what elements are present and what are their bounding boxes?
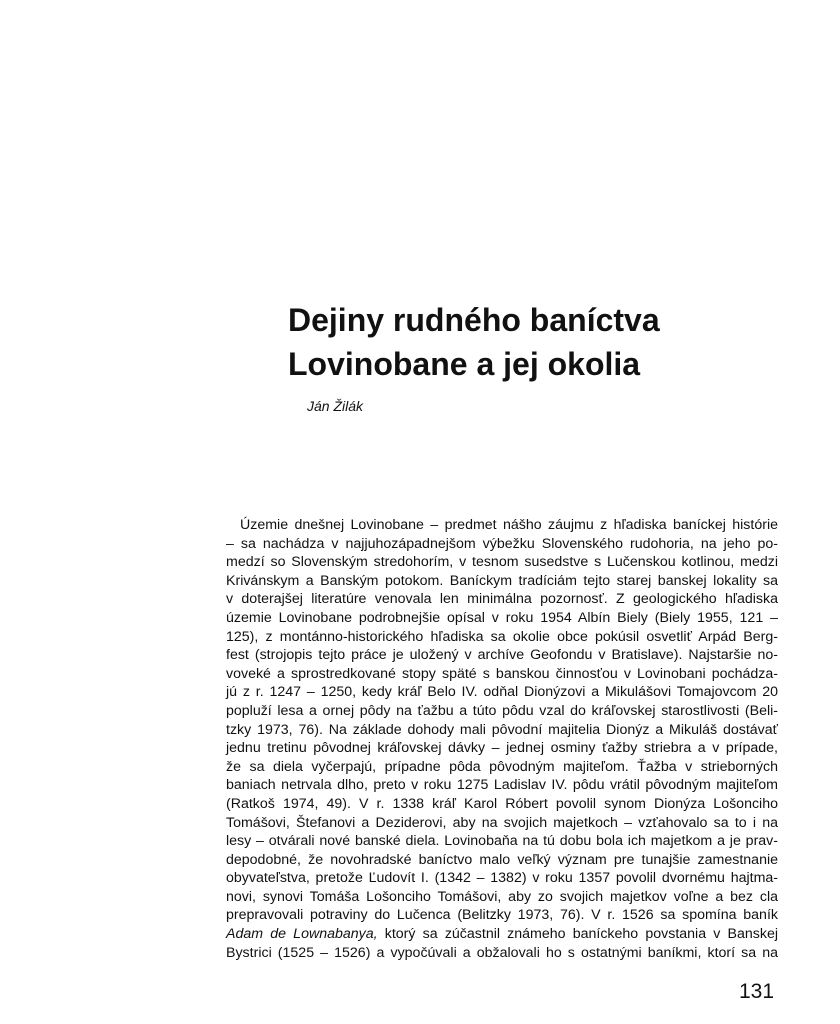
body-line: Tomášovi, Štefanovi a Deziderovi, aby na svojich majetkoch – vzťahovalo sa to i na bbox=[226, 814, 778, 831]
page-number: 131 bbox=[739, 980, 775, 1003]
body-line: baniach netrvala dlho, preto v roku 1275 Ladislav IV. pôdu vrátil pôvodným majiteľom bbox=[226, 777, 778, 794]
body-line-with-italic bbox=[226, 925, 778, 944]
body-line: v doterajšej literatúre venovala len minimálna pozornosť. Z geologického hľadiska bbox=[226, 591, 778, 608]
body-line: územie Lovinobane podrobnejšie opísal v roku 1954 Albín Biely (Biely 1955, 121 – bbox=[226, 609, 778, 626]
body-line: jú z r. 1247 – 1250, kedy kráľ Belo IV. odňal Dionýzovi a Mikulášovi Tomajovcom 20 bbox=[226, 684, 778, 701]
body-line: fest (strojopis tejto práce je uložený v archíve Geofondu v Bratislave). Najstaršie no- bbox=[226, 647, 778, 664]
body-line: že sa diela vyčerpajú, prípadne pôda pôvodným majiteľom. Ťažba v strieborných bbox=[226, 758, 778, 775]
author-name: Ján Žilák bbox=[307, 398, 364, 414]
body-line: Krivánskym a Banským potokom. Baníckym tradíciám tejto starej banskej lokality sa bbox=[226, 572, 778, 589]
title-line-1: Dejiny rudného baníctva bbox=[288, 302, 660, 338]
body-line: novi, synovi Tomáša Lošonciho Tomášovi, aby zo svojich majetkov voľne a bez cla bbox=[226, 888, 778, 905]
body-line: prepravovali potraviny do Lučenca (Belitzky 1973, 76). V r. 1526 sa spomína baník bbox=[226, 907, 778, 924]
body-line: 125), z montánno-historického hľadiska sa okolie obce pokúsil osvetliť Arpád Berg- bbox=[226, 628, 778, 645]
article-title bbox=[288, 298, 660, 386]
body-line: (Ratkoš 1974, 49). V r. 1338 kráľ Karol Róbert povolil synom Dionýza Lošonciho bbox=[226, 795, 778, 812]
body-line: jednu tretinu pôvodnej kráľovskej dávky – jednej osminy ťažby striebra a v prípade, bbox=[226, 740, 778, 757]
body-line: tzky 1973, 76). Na základe dohody mali pôvodní majitelia Dionýz a Mikuláš dostávať bbox=[226, 721, 778, 738]
body-line: medzí so Slovenským stredohorím, v tesnom susedstve s Lučenskou kotlinou, medzi bbox=[226, 554, 778, 571]
body-line: lesy – otvárali nové banské diela. Lovinobaňa na tú dobu bola ich majetkom a je prav- bbox=[226, 833, 778, 850]
body-paragraph bbox=[226, 516, 778, 962]
body-line-rest: ktorý sa zúčastnil známeho baníckeho povstania v Banskej bbox=[377, 926, 778, 943]
body-line: popluží lesa a ornej pôdy na ťažbu a túto pôdu vzal do kráľovskej starostlivosti (Beli- bbox=[226, 702, 778, 719]
body-line: obyvateľstva, pretože Ľudovít I. (1342 – 1382) v roku 1357 povolil dvornému hajtma- bbox=[226, 870, 778, 887]
italic-name: Adam de Lownabanya, bbox=[226, 926, 378, 943]
body-line: Bystrici (1525 – 1526) a vypočúvali a obžalovali ho s ostatnými baníkmi, ktorí sa na bbox=[226, 944, 778, 961]
body-line: – sa nachádza v najjuhozápadnejšom výbežku Slovenského rudohoria, na jeho po- bbox=[226, 535, 778, 552]
body-line: depodobné, že novohradské baníctvo malo veľký význam pre tunajšie zamestnanie bbox=[226, 851, 778, 868]
title-line-2: Lovinobane a jej okolia bbox=[288, 346, 641, 382]
body-line: voveké a sprostredkované stopy späté s banskou činnosťou v Lovinobani pochádza- bbox=[226, 665, 778, 682]
body-line: Územie dnešnej Lovinobane – predmet nášho záujmu z hľadiska baníckej histórie bbox=[240, 517, 778, 533]
